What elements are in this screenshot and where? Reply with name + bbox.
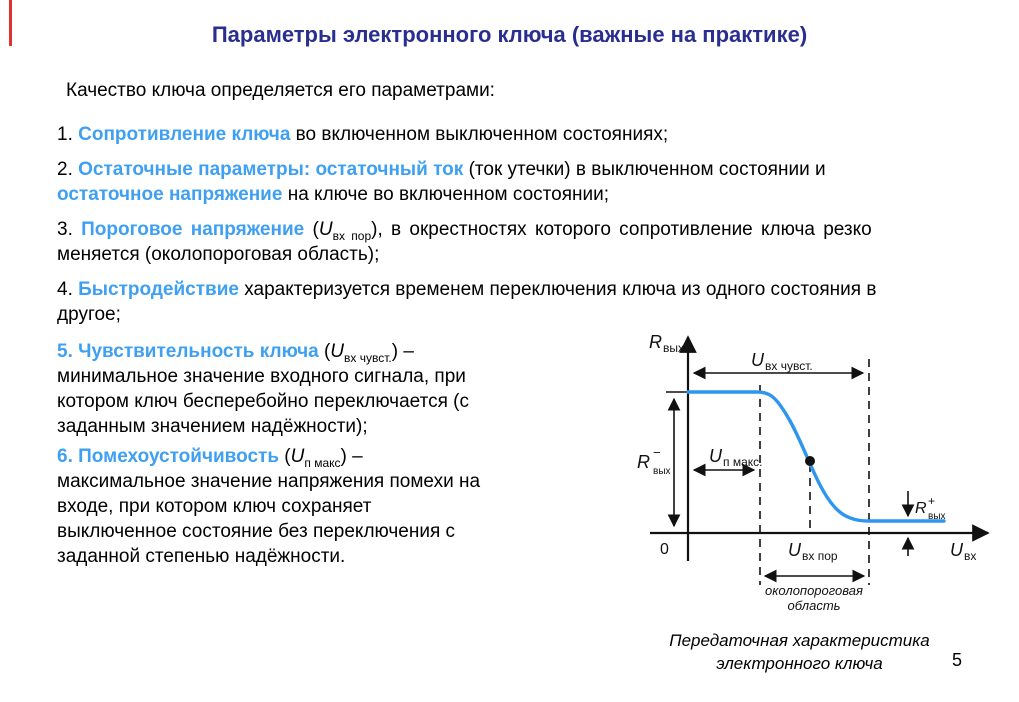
item-4-text: характеризуется временем переключения ключа из одного состояния в — [238, 279, 877, 300]
item-3-text2: ), в окрестностях которого сопротивление ключа резко — [371, 219, 872, 240]
origin-label: 0 — [660, 541, 669, 558]
item-6-subscript: п макс — [304, 455, 341, 470]
item-6-line5: заданной степенью надёжности. — [57, 546, 346, 567]
r-on-label-superscript: + — [928, 494, 936, 508]
list-item-4 — [57, 277, 987, 327]
noise-label-symbol: U — [709, 446, 722, 466]
threshold-region-label-line2: область — [787, 598, 841, 613]
y-axis-label-subscript: вых — [663, 341, 684, 355]
item-5-subscript: вх чувст. — [344, 350, 392, 365]
item-3-number: 3. — [57, 219, 82, 240]
item-5-symbol: U — [330, 341, 345, 362]
item-2-term2: остаточное напряжение — [57, 184, 283, 205]
item-5-line4: заданным значением надёжности); — [57, 416, 368, 437]
x-axis-label-subscript: вх — [964, 549, 977, 563]
item-1-text: во включенном выключенном состояниях; — [290, 124, 669, 145]
diagram-svg — [622, 323, 1014, 623]
item-5-line2: минимальное значение входного сигнала, при — [57, 366, 466, 387]
item-3-line2: меняется (околопороговая область); — [57, 244, 380, 265]
threshold-region-label-line1: околопороговая — [765, 583, 863, 598]
r-off-label-symbol: R — [637, 452, 650, 472]
figure-caption — [642, 629, 957, 675]
parameter-list-side — [57, 339, 602, 574]
item-5-term: 5. Чувствительность ключа — [57, 341, 319, 362]
list-item-6 — [57, 444, 602, 569]
page-number: 5 — [952, 650, 963, 670]
item-5-text: ( — [318, 341, 331, 362]
threshold-label-subscript: вх пор — [802, 549, 838, 563]
caption-line1: Передаточная характеристика — [669, 631, 930, 650]
item-6-text: ( — [279, 446, 291, 467]
list-item-5 — [57, 339, 602, 439]
list-item-2 — [57, 157, 987, 207]
sensitivity-label-subscript: вх чувст. — [765, 359, 813, 373]
item-3-term: Пороговое напряжение — [81, 219, 305, 240]
item-1-term: Сопротивление ключа — [78, 124, 291, 145]
item-4-line2: другое; — [57, 304, 121, 325]
sensitivity-label-symbol: U — [751, 350, 764, 370]
page-title: Параметры электронного ключа (важные на практике) — [211, 22, 808, 47]
item-2-text: (ток утечки) в выключенном состоянии и — [463, 159, 826, 180]
item-5-dash: ) – — [391, 341, 414, 362]
item-6-term: 6. Помехоустойчивость — [57, 446, 280, 467]
item-4-term: Быстродействие — [78, 279, 239, 300]
threshold-label-symbol: U — [788, 540, 801, 560]
item-3-subscript: вх пор — [332, 228, 372, 243]
item-3-line1 — [57, 219, 872, 243]
intro-text: Качество ключа определяется его параметрами: — [66, 80, 495, 101]
r-on-label-subscript: вых — [928, 511, 946, 522]
r-on-label-symbol: R — [915, 500, 927, 517]
item-3-symbol: U — [318, 219, 333, 240]
noise-label-subscript: п макс. — [723, 455, 763, 469]
item-6-symbol: U — [290, 446, 305, 467]
item-4-number: 4. — [57, 279, 79, 300]
item-6-line4: выключенное состояние без переключения с — [57, 521, 456, 542]
item-6-line3: входе, при котором ключ сохраняет — [57, 496, 372, 517]
item-2-term: Остаточные параметры: остаточный ток — [78, 159, 464, 180]
r-off-label-superscript: − — [653, 445, 661, 460]
item-1-number: 1. — [57, 124, 79, 145]
item-2-number: 2. — [57, 159, 79, 180]
transfer-characteristic-diagram — [622, 323, 1014, 628]
x-axis-label-symbol: U — [950, 540, 963, 560]
list-item-3 — [57, 217, 987, 267]
operating-point-dot — [805, 456, 815, 466]
y-axis-label-symbol: R — [649, 332, 662, 352]
item-6-line2: максимальное значение напряжения помехи на — [57, 471, 481, 492]
item-6-dash: ) – — [340, 446, 363, 467]
r-off-label-subscript: вых — [653, 466, 671, 477]
caption-line2: электронного ключа — [716, 654, 883, 673]
item-2-text2: на ключе во включенном состоянии; — [282, 184, 609, 205]
parameter-list-main — [57, 122, 987, 337]
list-item-1 — [57, 122, 987, 147]
item-3-text: ( — [304, 219, 319, 240]
item-5-line3: котором ключ бесперебойно переключается (с — [57, 391, 469, 412]
